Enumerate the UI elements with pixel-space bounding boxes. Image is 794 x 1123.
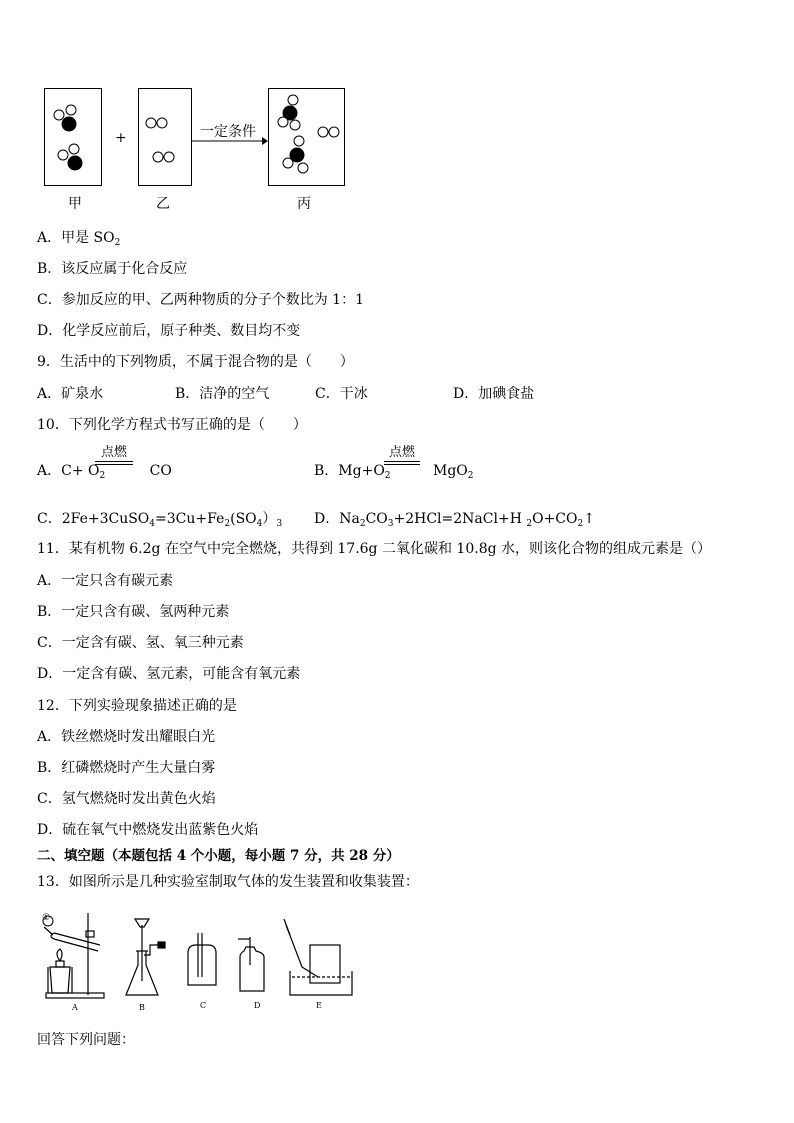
q8-option-d: D．化学反应前后，原子种类、数目均不变 (37, 323, 301, 339)
q8-option-a: A．甲是 $SO_2$ (37, 230, 121, 248)
q12-option-a: A．铁丝燃烧时发出耀眼白光 (37, 729, 216, 745)
apparatus-svg (40, 905, 370, 1015)
q9-stem: 9．生活中的下列物质，不属于混合物的是（ ） (37, 354, 354, 370)
q11-option-a: A．一定只含有碳元素 (37, 573, 174, 589)
apparatus-label-b: B (139, 1003, 145, 1012)
q11-option-c: C．一定含有碳、氢、氧三种元素 (37, 635, 244, 651)
apparatus-label-e: E (316, 1001, 322, 1010)
q10-b-condition: 点燃 (384, 445, 420, 465)
q13-answer-prompt: 回答下列问题： (37, 1032, 135, 1048)
q12-option-c: C．氢气燃烧时发出黄色火焰 (37, 791, 216, 807)
q9-option-d: D．加碘食盐 (453, 386, 535, 402)
apparatus-figure (40, 905, 370, 1015)
molecule-diagram (40, 85, 360, 215)
section2-heading: 二、填空题（本题包括 4 个小题，每小题 7 分，共 28 分） (37, 848, 400, 864)
q10-a-condition: 点燃 (95, 445, 133, 465)
q10-option-c: C．$2Fe+3CuSO_4=3Cu+Fe_2(SO_4)_3$ (37, 511, 283, 529)
q10-option-a: A．$C+ O_2$ CO (37, 463, 172, 481)
label-yi: 乙 (156, 196, 170, 212)
q13-stem: 13．如图所示是几种实验室制取气体的发生装置和收集装置： (37, 874, 419, 890)
q10-option-b: B．$Mg+O_2$ MgO$_2$ (314, 463, 474, 481)
apparatus-marker: ① (42, 913, 51, 923)
q11-stem: 11．某有机物 6.2g 在空气中完全燃烧，共得到 17.6g 二氧化碳和 10.8g 水，则该化合物的组成元素是（） (37, 541, 712, 557)
q12-option-b: B．红磷燃烧时产生大量白雾 (37, 760, 216, 776)
q10-option-d: D．$Na_2CO_3+2HCl=2NaCl+H$ $_2O+CO_2↑$ (314, 511, 595, 529)
q9-option-b: B．洁净的空气 (175, 386, 270, 402)
q11-option-b: B．一定只含有碳、氢两种元素 (37, 604, 230, 620)
apparatus-label-d: D (254, 1001, 261, 1010)
q9-option-a: A．矿泉水 (37, 386, 104, 402)
q11-option-d: D．一定含有碳、氢元素，可能含有氧元素 (37, 666, 301, 682)
q10-stem: 10．下列化学方程式书写正确的是（ ） (37, 417, 307, 433)
q9-option-c: C．干冰 (315, 386, 368, 402)
apparatus-label-c: C (200, 1001, 207, 1010)
apparatus-label-a: A (72, 1003, 78, 1012)
arrow-label: 一定条件 (200, 124, 256, 140)
q8-option-c: C．参加反应的甲、乙两种物质的分子个数比为 1：1 (37, 292, 364, 308)
plus-sign: + (115, 130, 127, 146)
q8-option-b: B．该反应属于化合反应 (37, 261, 188, 277)
label-jia: 甲 (68, 196, 82, 212)
label-bing: 丙 (297, 196, 311, 212)
q12-option-d: D．硫在氧气中燃烧发出蓝紫色火焰 (37, 822, 259, 838)
q12-stem: 12．下列实验现象描述正确的是 (37, 698, 237, 714)
